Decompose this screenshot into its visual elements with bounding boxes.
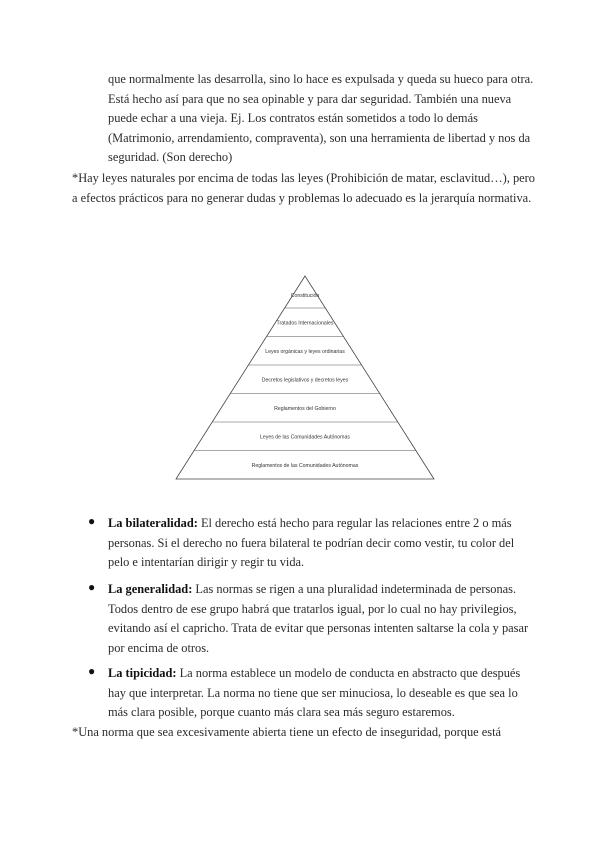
bullet-bilateralidad bbox=[108, 514, 538, 573]
bullet-text: La norma establece un modelo de conducta en abstracto que después hay que interpretar. La norma no tiene que ser minuciosa, lo deseable es que sea lo más clara posible, porque cuanto más clara sea más seguro estaremos. bbox=[108, 666, 521, 720]
bullet-marker: ● bbox=[88, 580, 96, 594]
pyramid-level-label: Decretos legislativos y decretos leyes bbox=[261, 377, 349, 384]
note-natural-laws: *Hay leyes naturales por encima de todas las leyes (Prohibición de matar, esclavitud…), pero a efectos prácticos para no generar dudas y problemas lo adecuado es la jerarquía normativa. bbox=[72, 171, 535, 205]
pyramid-level-label: Reglamentos del Gobierno bbox=[274, 405, 336, 412]
bullet-marker: ● bbox=[88, 514, 96, 528]
pyramid-level-label: Leyes orgánicas y leyes ordinarias bbox=[265, 348, 345, 355]
bullet-tipicidad bbox=[108, 664, 538, 723]
pyramid-level-label: Leyes de las Comunidades Autónomas bbox=[260, 434, 350, 441]
bullet-term: La tipicidad: bbox=[108, 666, 177, 680]
bullet-term: La bilateralidad: bbox=[108, 516, 198, 530]
bullet-text: Las normas se rigen a una pluralidad indeterminada de personas. Todos dentro de ese grupo habrá que tratarlos igual, por lo cual no hay privilegios, evitando así el capricho. Trata de evitar que personas intenten saltarse la cola y pasar por encima de otros. bbox=[108, 582, 529, 655]
note-open-norm: *Una norma que sea excesivamente abierta tiene un efecto de inseguridad, porque está bbox=[72, 725, 502, 739]
pyramid-level-label: Reglamentos de las Comunidades Autónomas bbox=[251, 462, 359, 469]
bullet-term: La generalidad: bbox=[108, 582, 193, 596]
hierarchy-pyramid-diagram bbox=[170, 270, 440, 482]
bullet-text: El derecho está hecho para regular las relaciones entre 2 o más personas. Si el derecho no fuera bilateral te podrían decir como vestir, tu color del pelo e intentarían dirigir y regir tu vida. bbox=[108, 516, 515, 570]
bullet-generalidad bbox=[108, 580, 538, 658]
pyramid-level-label: Constitución bbox=[290, 293, 320, 299]
pyramid-level-label: Tratados Internacionales bbox=[276, 320, 334, 327]
top-paragraph: que normalmente las desarrolla, sino lo hace es expulsada y queda su hueco para otra. Está hecho así para que no sea opinable y para dar seguridad. También una nueva puede echar a una vieja. Ej. Los contratos están sometidos a todo lo demás (Matrimonio, arrendamiento, compraventa), son una herramienta de libertad y nos da seguridad. (Son derecho) bbox=[108, 72, 534, 165]
bullet-marker: ● bbox=[88, 664, 96, 678]
